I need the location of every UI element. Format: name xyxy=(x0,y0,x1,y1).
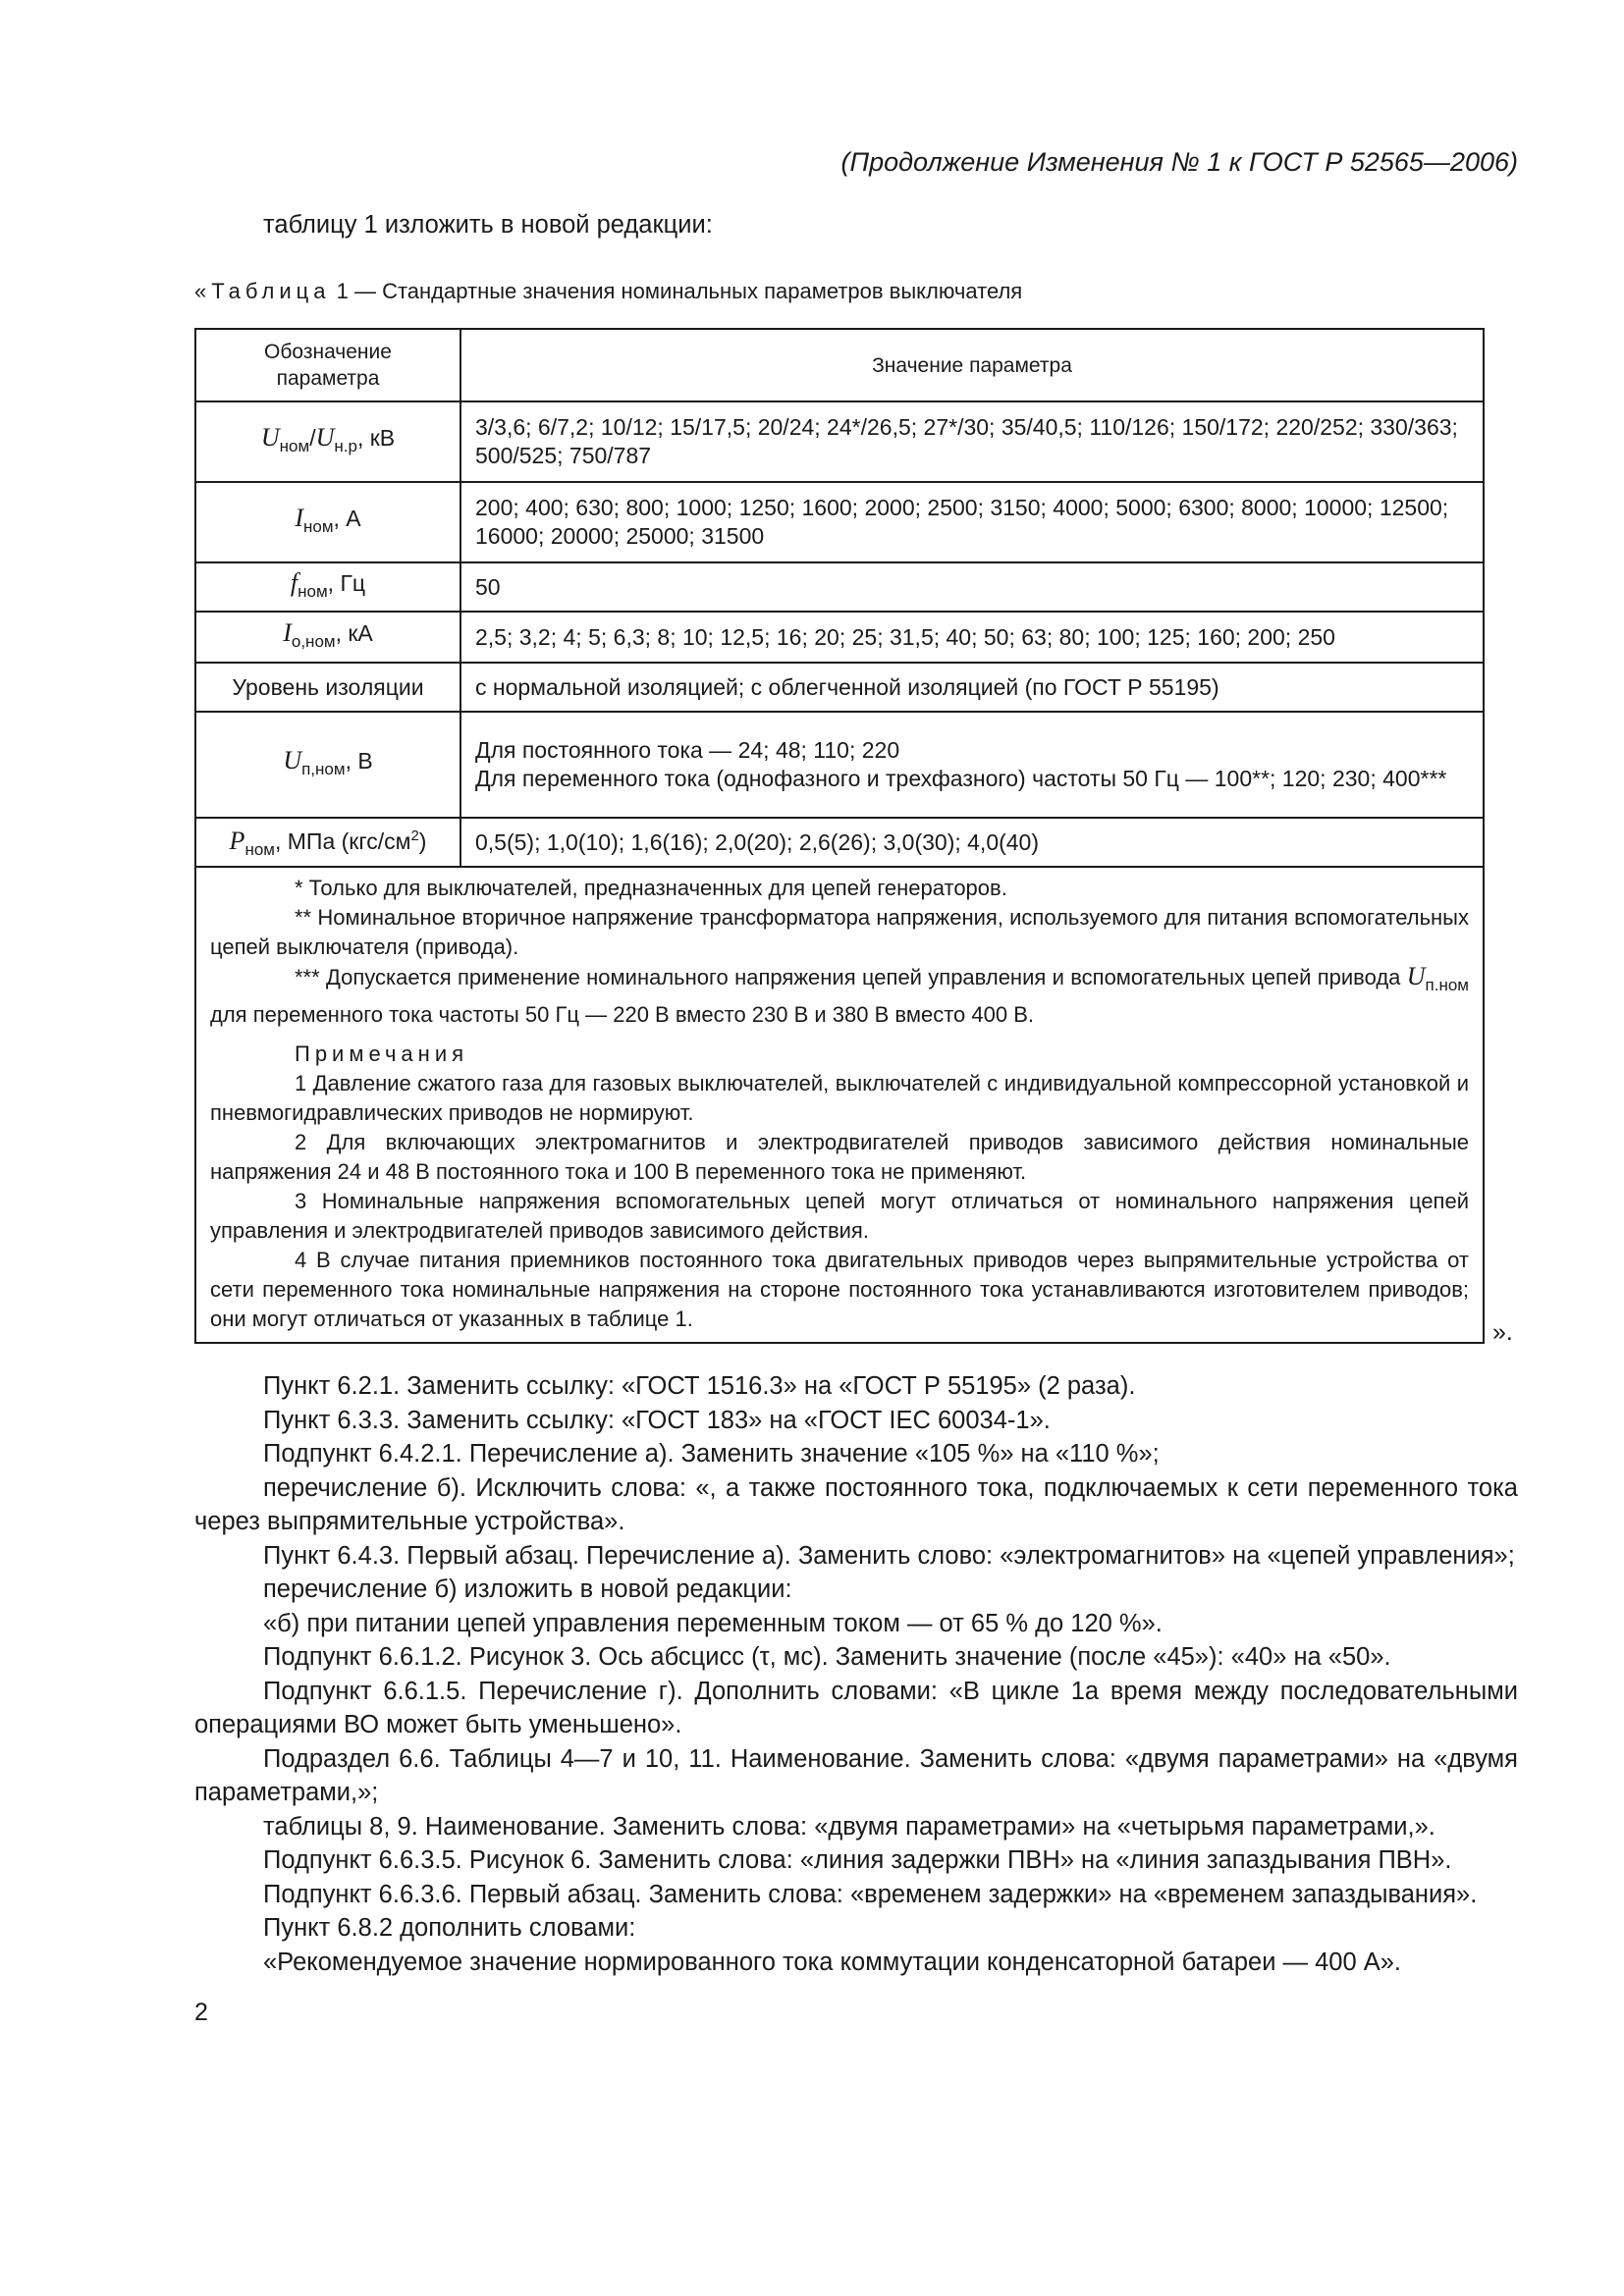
footnote: * Только для выключателей, предназначенных для цепей генераторов. xyxy=(295,876,1007,900)
table-caption-text: 1 — Стандартные значения номинальных параметров выключателя xyxy=(330,279,1023,303)
col-header-designation: Обозначение параметра xyxy=(195,329,460,401)
note-item: 1 Давление сжатого газа для газовых выключателей, выключателей с индивидуальной компрессорной установкой и пневмогидравлических приводов не нормируют. xyxy=(210,1071,1469,1125)
note-item: 4 В случае питания приемников постоянного тока двигательных приводов через выпрямительные устройства от сети переменного тока номинальные напряжения на стороне постоянного тока устанавливаются изготовителем приводов; они могут отличаться от указанных в таблице 1. xyxy=(210,1248,1469,1331)
table-notes xyxy=(195,867,1484,1343)
amendment-paragraph: таблицы 8, 9. Наименование. Заменить слова: «двумя параметрами» на «четырьмя параметрами,». xyxy=(263,1812,1435,1841)
table-row xyxy=(195,712,1484,818)
param-value: 200; 400; 630; 800; 1000; 1250; 1600; 2000; 2500; 3150; 4000; 5000; 6300; 8000; 10000; 12500; 16000; 20000; 25000; 31500 xyxy=(460,482,1484,562)
param-value: Для постоянного тока — 24; 48; 110; 220 Для переменного тока (однофазного и трехфазного) частоты 50 Гц — 100**; 120; 230; 400*** xyxy=(460,712,1484,818)
amendment-text xyxy=(194,1369,1518,1979)
footnote: ** Номинальное вторичное напряжение трансформатора напряжения, используемого для питания вспомогательных цепей выключателя (привода). xyxy=(210,905,1469,959)
note-item: 2 Для включающих электромагнитов и электродвигателей приводов зависимого действия номинальные напряжения 24 и 48 В постоянного тока и 100 В переменного тока не применяют. xyxy=(210,1130,1469,1184)
param-name: $U_{ном}/U_{н.р}$, кВ xyxy=(195,401,460,482)
table-caption-prefix: «Таблица xyxy=(194,279,331,303)
footnote: *** Допускается применение номинального напряжения цепей управления и вспомогательных цепей привода $U_{п.ном}$ для переменного тока частоты 50 Гц — 220 В вместо 230 В и 380 В вместо 400 В. xyxy=(210,962,1469,1027)
amendment-paragraph: Подпункт 6.6.3.6. Первый абзац. Заменить слова: «временем задержки» на «временем запаздывания». xyxy=(263,1880,1478,1908)
amendment-paragraph: Пункт 6.4.3. Первый абзац. Перечисление а). Заменить слово: «электромагнитов» на «цепей управления»; xyxy=(263,1541,1515,1570)
page-number: 2 xyxy=(194,1999,208,2026)
amendment-paragraph: Пункт 6.8.2 дополнить словами: xyxy=(263,1914,636,1942)
table-row xyxy=(195,401,1484,482)
table-notes-row xyxy=(195,867,1484,1343)
param-name: Уровень изоляции xyxy=(195,663,460,712)
notes-heading: Примечания xyxy=(295,1041,469,1066)
amendment-paragraph: Подпункт 6.6.1.5. Перечисление г). Дополнить словами: «В цикле 1а время между последовательными операциями ВО может быть уменьшено». xyxy=(194,1677,1518,1738)
amendment-paragraph: перечисление б) изложить в новой редакции: xyxy=(263,1575,792,1603)
param-name: $f_{ном}$, Гц xyxy=(195,562,460,612)
amendment-paragraph: Подпункт 6.4.2.1. Перечисление а). Заменить значение «105 %» на «110 %»; xyxy=(263,1440,1160,1468)
col-header-value: Значение параметра xyxy=(460,329,1484,401)
amendment-paragraph: Подпункт 6.6.1.2. Рисунок 3. Ось абсцисс (τ, мс). Заменить значение (после «45»): «40» на «50». xyxy=(263,1643,1391,1671)
closing-quote: ». xyxy=(1492,1318,1513,1346)
param-value: 2,5; 3,2; 4; 5; 6,3; 8; 10; 12,5; 16; 20; 25; 31,5; 40; 50; 63; 80; 100; 125; 160; 200; 250 xyxy=(460,612,1484,663)
param-value: с нормальной изоляцией; с облегченной изоляцией (по ГОСТ Р 55195) xyxy=(460,663,1484,712)
param-value: 3/3,6; 6/7,2; 10/12; 15/17,5; 20/24; 24*/26,5; 27*/30; 35/40,5; 110/126; 150/172; 220/252; 330/363; 500/525; 750/787 xyxy=(460,401,1484,482)
amendment-paragraph: Пункт 6.2.1. Заменить ссылку: «ГОСТ 1516.3» на «ГОСТ Р 55195» (2 раза). xyxy=(263,1372,1136,1400)
param-value: 50 xyxy=(460,562,1484,612)
table-caption xyxy=(194,279,1022,304)
parameters-table xyxy=(194,328,1485,1344)
param-value: 0,5(5); 1,0(10); 1,6(16); 2,0(20); 2,6(26); 3,0(30); 4,0(40) xyxy=(460,818,1484,867)
amendment-paragraph: Пункт 6.3.3. Заменить ссылку: «ГОСТ 183» на «ГОСТ IEC 60034-1». xyxy=(263,1406,1051,1434)
param-name: $I_{ном}$, А xyxy=(195,482,460,562)
note-item: 3 Номинальные напряжения вспомогательных цепей могут отличаться от номинального напряжения цепей управления и электродвигателей приводов зависимого действия. xyxy=(210,1189,1469,1243)
table-row xyxy=(195,818,1484,867)
intro-text: таблицу 1 изложить в новой редакции: xyxy=(263,211,713,239)
table-row xyxy=(195,482,1484,562)
table-row xyxy=(195,663,1484,712)
amendment-paragraph: Подраздел 6.6. Таблицы 4—7 и 10, 11. Наименование. Заменить слова: «двумя параметрами» на «двумя параметрами,»; xyxy=(194,1744,1518,1806)
param-name: $I_{о,ном}$, кА xyxy=(195,612,460,663)
amendment-paragraph: «б) при питании цепей управления переменным током — от 65 % до 120 %». xyxy=(263,1609,1163,1637)
table-header-row xyxy=(195,329,1484,401)
amendment-paragraph: «Рекомендуемое значение нормированного тока коммутации конденсаторной батареи — 400 А». xyxy=(263,1948,1402,1976)
page-header: (Продолжение Изменения № 1 к ГОСТ Р 52565—2006) xyxy=(840,147,1518,177)
table-row xyxy=(195,612,1484,663)
amendment-paragraph: Подпункт 6.6.3.5. Рисунок 6. Заменить слова: «линия задержки ПВН» на «линия запаздывания ПВН». xyxy=(263,1846,1452,1874)
amendment-paragraph: перечисление б). Исключить слова: «, а также постоянного тока, подключаемых к сети переменного тока через выпрямительные устройства». xyxy=(194,1473,1518,1535)
param-name: $P_{ном}$, МПа $(кгс/см^2)$ xyxy=(195,818,460,867)
param-name: $U_{п,ном}$, В xyxy=(195,712,460,818)
table-row xyxy=(195,562,1484,612)
